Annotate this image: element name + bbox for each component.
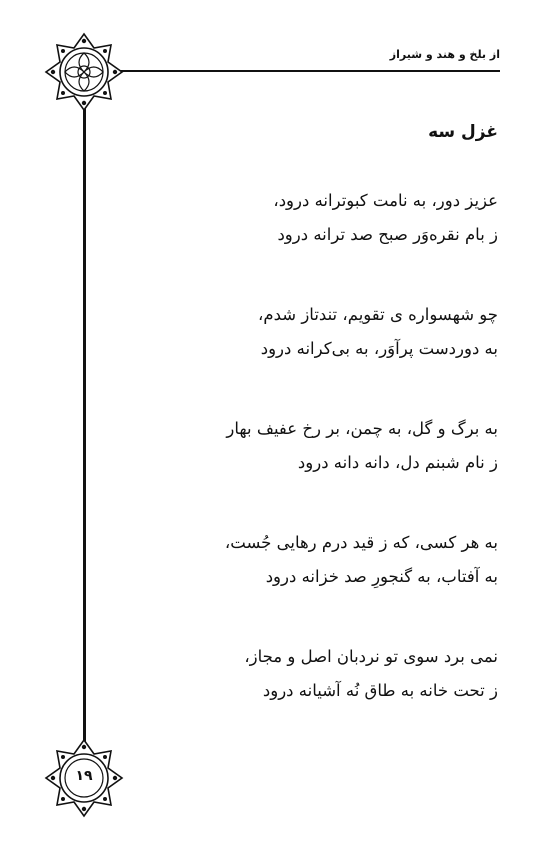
verse-line: ز نام شبنم دل، دانه دانه درود	[297, 453, 498, 472]
margin-rule	[83, 70, 86, 770]
arabesque-rosette-icon	[42, 30, 126, 114]
verse-line: به هر کسی، که ز قید درم رهایی جُست،	[224, 533, 498, 552]
verse-line: ز تحت خانه به طاق نُه آشیانه درود	[262, 681, 498, 700]
verse-line: نمی برد سوی تو نردبان اصل و مجاز،	[244, 647, 498, 666]
stanza	[98, 298, 498, 366]
stanza	[98, 640, 498, 708]
verse-line: به آفتاب، به گنجورِ صد خزانه درود	[265, 567, 498, 586]
stanza	[98, 526, 498, 594]
header-rule	[84, 70, 500, 72]
poem	[98, 110, 498, 754]
verse-line: به دوردست پرآوَر، به بی‌کرانه درود	[260, 339, 498, 358]
verse-line: چو شهسواره ی تقویم، تندتاز شدم،	[258, 305, 498, 324]
page-number: ۱۹	[75, 768, 93, 784]
stanza	[98, 412, 498, 480]
stanza	[98, 184, 498, 252]
verse-line: به برگ و گل، به چمن، بر رخ عفیف بهار	[226, 419, 498, 438]
running-head: از بلخ و هند و شیراز	[389, 48, 500, 61]
poem-title: غزل سه	[428, 122, 498, 142]
verse-line: عزیز دور، به نامت کبوترانه درود،	[273, 191, 498, 210]
verse-line: ز بام نقره‌وَر صبح صد ترانه درود	[277, 225, 498, 244]
